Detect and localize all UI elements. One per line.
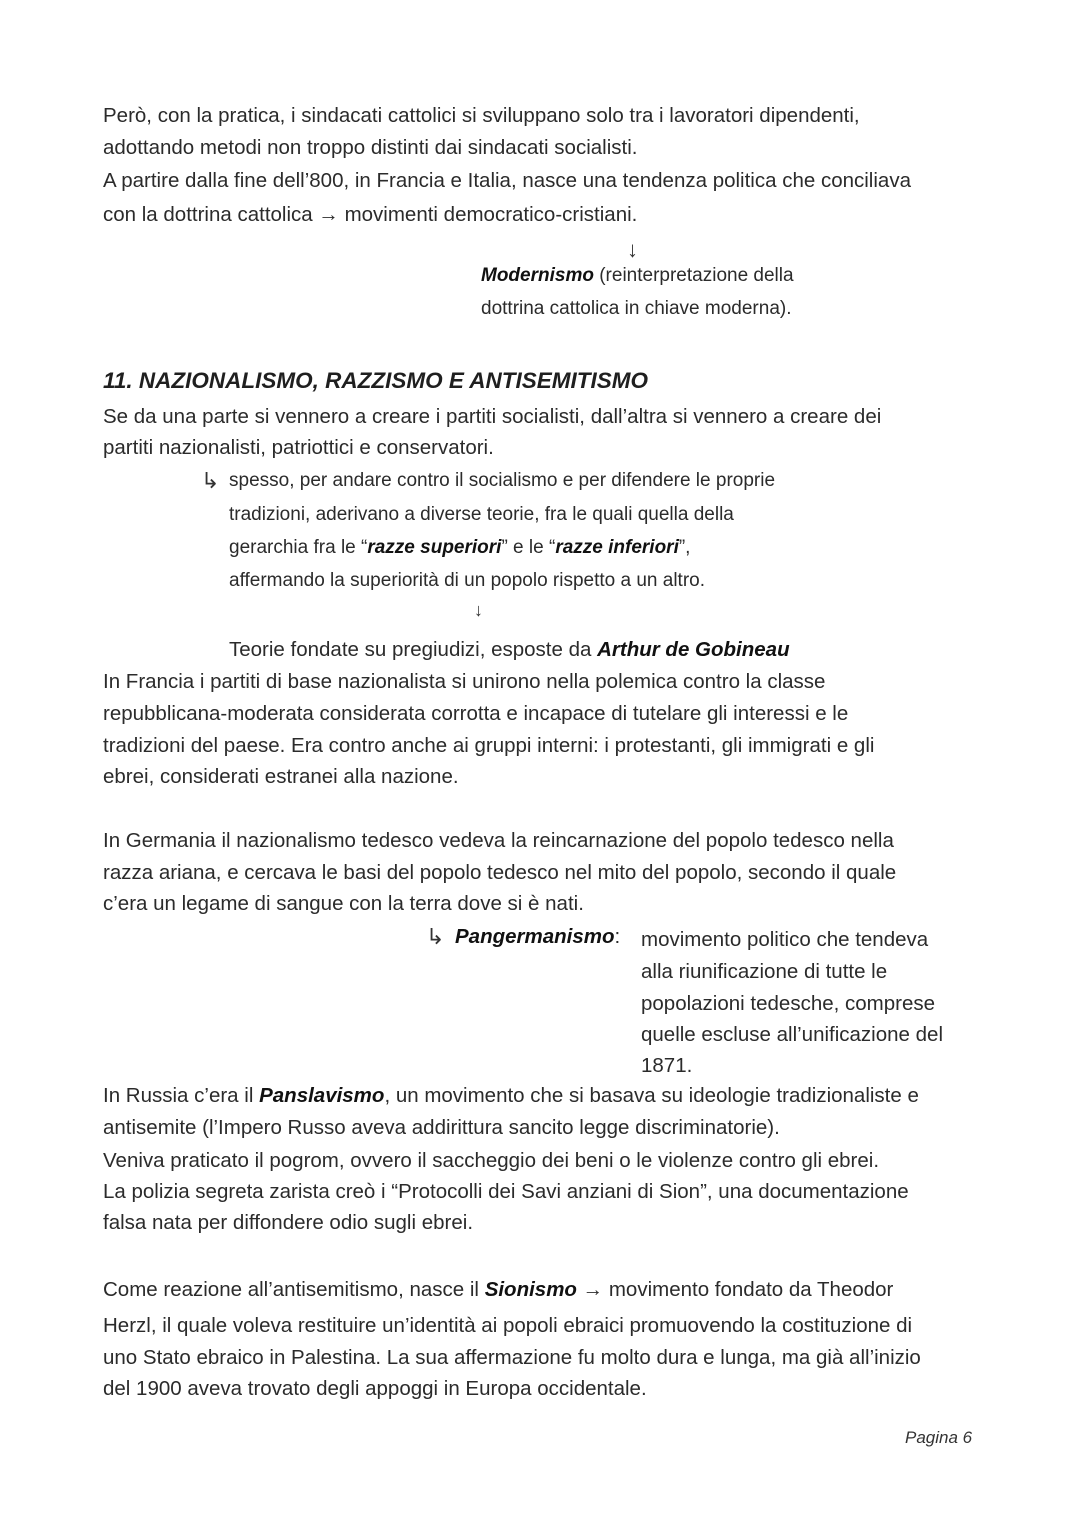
sub-note-line-3-a: gerarchia fra le “ <box>229 537 368 558</box>
sub-note-line-3 <box>229 536 690 560</box>
sub-note-line-4: affermando la superiorità di un popolo rispetto a un altro. <box>229 570 706 591</box>
intro-line-2: adottando metodi non troppo distinti dai sindacati socialisti. <box>103 136 638 159</box>
intro-line-4: con la dottrina cattolica → movimenti democratico-cristiani. <box>103 203 638 226</box>
france-line-1: In Francia i partiti di base nazionalista si unirono nella polemica contro la classe <box>103 670 826 693</box>
sionismo-line-3: uno Stato ebraico in Palestina. La sua affermazione fu molto dura e lunga, ma già all’inizio <box>103 1346 921 1369</box>
sub-note-line-3-c: ”, <box>678 537 691 558</box>
france-line-3: tradizioni del paese. Era contro anche ai gruppi interni: i protestanti, gli immigrati e gli <box>103 734 875 757</box>
pangermanismo-def-line-4: quelle escluse all’unificazione del <box>641 1023 943 1046</box>
modernismo-line-2: dottrina cattolica in chiave moderna). <box>481 298 792 319</box>
razze-superiori-term: razze superiori <box>367 537 502 558</box>
panslavismo-term: Panslavismo <box>259 1084 385 1107</box>
sionismo-line-1-b: → movimento fondato da Theodor <box>576 1278 894 1301</box>
russia-line-1 <box>103 1084 919 1108</box>
page-number: Pagina 6 <box>905 1428 973 1447</box>
germany-line-2: razza ariana, e cercava le basi del popolo tedesco nel mito del popolo, secondo il quale <box>103 861 897 884</box>
sionismo-line-1 <box>103 1278 893 1302</box>
france-line-4: ebrei, considerati estranei alla nazione. <box>103 765 459 788</box>
pangermanismo-colon: : <box>614 925 621 948</box>
modernismo-description: (reinterpretazione della <box>593 265 794 286</box>
sub-note-line-3-b: ” e le “ <box>501 537 556 558</box>
section-heading: 11. NAZIONALISMO, RAZZISMO E ANTISEMITISMO <box>103 368 649 393</box>
section-p1-line-1: Se da una parte si vennero a creare i partiti socialisti, dall’altra si vennero a creare dei <box>103 405 882 428</box>
sionismo-term: Sionismo <box>484 1278 577 1301</box>
sub-note-line-1: spesso, per andare contro il socialismo e per difendere le proprie <box>229 470 776 491</box>
intro-line-3: A partire dalla fine dell’800, in Francia e Italia, nasce una tendenza politica che conciliava <box>103 169 911 192</box>
sionismo-line-1-a: Come reazione all’antisemitismo, nasce il <box>103 1278 485 1301</box>
germany-line-1: In Germania il nazionalismo tedesco vedeva la reincarnazione del popolo tedesco nella <box>103 829 894 852</box>
down-arrow-icon: ↓ <box>627 237 638 262</box>
down-arrow-icon: ↓ <box>474 600 483 620</box>
pangermanismo-def-line-2: alla riunificazione di tutte le <box>641 960 888 983</box>
razze-inferiori-term: razze inferiori <box>555 537 679 558</box>
sionismo-line-2: Herzl, il quale voleva restituire un’identità ai popoli ebraici promuovendo la costituzione di <box>103 1314 913 1337</box>
germany-line-3: c’era un legame di sangue con la terra dove si è nati. <box>103 892 584 915</box>
teorie-text: Teorie fondate su pregiudizi, esposte da <box>229 638 598 661</box>
section-p1-line-2: partiti nazionalisti, patriottici e conservatori. <box>103 436 494 459</box>
pangermanismo-def-line-5: 1871. <box>641 1054 693 1077</box>
intro-line-1: Però, con la pratica, i sindacati cattolici si sviluppano solo tra i lavoratori dipendenti, <box>103 104 860 127</box>
sub-note-line-2: tradizioni, aderivano a diverse teorie, fra le quali quella della <box>229 504 734 525</box>
russia-line-2: antisemite (l’Impero Russo aveva addirittura sancito legge discriminatorie). <box>103 1116 780 1139</box>
modernismo-term: Modernismo <box>481 265 594 286</box>
sionismo-line-4: del 1900 aveva trovato degli appoggi in Europa occidentale. <box>103 1377 647 1400</box>
pangermanismo-def-line-3: popolazioni tedesche, comprese <box>641 992 936 1015</box>
france-line-2: repubblicana-moderata considerata corrotta e incapace di tutelare gli interessi e le <box>103 702 849 725</box>
gobineau-term: Arthur de Gobineau <box>597 638 790 661</box>
teorie-line <box>229 638 790 662</box>
russia-line-1-b: , un movimento che si basava su ideologie tradizionaliste e <box>384 1084 919 1107</box>
russia-line-5: falsa nata per diffondere odio sugli ebrei. <box>103 1211 474 1234</box>
russia-line-3: Veniva praticato il pogrom, ovvero il saccheggio dei beni o le violenze contro gli ebrei. <box>103 1149 880 1172</box>
russia-line-4: La polizia segreta zarista creò i “Protocolli dei Savi anziani di Sion”, una documentazione <box>103 1180 909 1203</box>
pangermanismo-def-line-1: movimento politico che tendeva <box>641 928 929 951</box>
corner-arrow-icon: ↳ <box>201 468 220 493</box>
pangermanismo-label <box>455 925 620 949</box>
modernismo-line-1 <box>481 264 794 288</box>
corner-arrow-icon: ↳ <box>426 924 445 949</box>
pangermanismo-term: Pangermanismo <box>455 925 615 948</box>
russia-line-1-a: In Russia c’era il <box>103 1084 260 1107</box>
